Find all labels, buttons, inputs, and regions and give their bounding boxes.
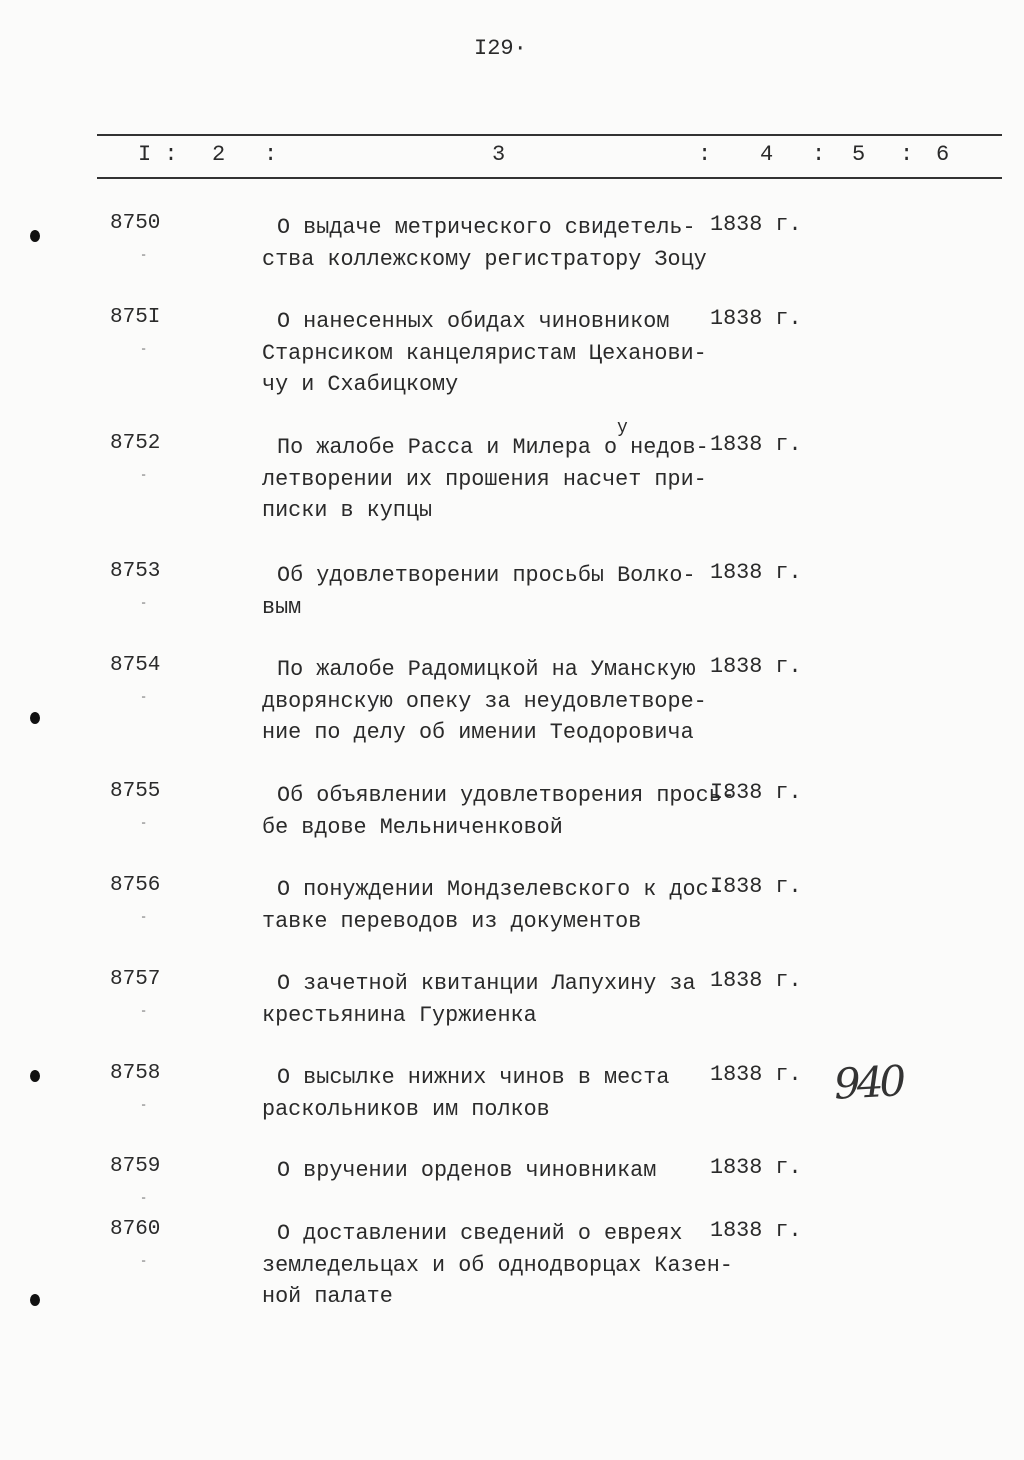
header-col3: 3 xyxy=(492,142,506,167)
entry-year: 1838 г. xyxy=(710,1218,802,1243)
punch-hole xyxy=(30,712,40,724)
entry-year: 1838 г. xyxy=(710,1062,802,1087)
correction-mark: у xyxy=(617,418,628,438)
entry-number: 8750 xyxy=(110,212,161,235)
entry-description xyxy=(262,212,707,275)
dash-mark: - xyxy=(140,596,148,610)
header-sep: : xyxy=(900,142,914,167)
entry-year: I838 г. xyxy=(710,780,802,805)
description-line: раскольников им полков xyxy=(262,1096,550,1122)
entry-year: 1838 г. xyxy=(710,306,802,331)
entry-description xyxy=(262,306,707,401)
dash-mark: - xyxy=(140,468,148,482)
header-col2: 2 xyxy=(212,142,226,167)
punch-hole xyxy=(30,1294,40,1306)
dash-mark: - xyxy=(140,1098,148,1112)
description-line: ства коллежскому регистратору Зоцу xyxy=(262,246,707,272)
dash-mark: - xyxy=(140,342,148,356)
dash-mark: - xyxy=(140,248,148,262)
dash-mark: - xyxy=(140,1004,148,1018)
entry-year: 1838 г. xyxy=(710,560,802,585)
description-line: О доставлении сведений о евреях xyxy=(277,1221,683,1246)
entry-number: 8752 xyxy=(110,432,161,455)
entry-number: 8755 xyxy=(110,780,161,803)
entry-number: 8754 xyxy=(110,654,161,677)
entry-number: 8757 xyxy=(110,968,161,991)
punch-hole xyxy=(30,230,40,242)
description-line: дворянскую опеку за неудовлетворе- xyxy=(262,688,707,714)
description-line: чу и Схабицкому xyxy=(262,372,459,397)
entry-description xyxy=(262,654,707,749)
header-col5: 5 xyxy=(852,142,866,167)
description-line: О высылке нижних чинов в места xyxy=(277,1065,670,1090)
description-line: тавке переводов из документов xyxy=(262,908,642,934)
page-number: I29· xyxy=(474,36,527,61)
dash-mark: - xyxy=(140,816,148,830)
entry-number: 875I xyxy=(110,306,161,329)
header-col4: 4 xyxy=(760,142,774,167)
description-line: Об объявлении удовлетворения прось- xyxy=(277,783,735,808)
entry-year: 1838 г. xyxy=(710,432,802,457)
header-sep: : xyxy=(698,142,712,167)
description-line: О вручении орденов чиновникам xyxy=(277,1158,657,1183)
description-line: ние по делу об имении Теодоровича xyxy=(262,720,694,745)
entry-description xyxy=(262,560,696,623)
description-line: О выдаче метрического свидетель- xyxy=(277,215,696,240)
entry-year: 1838 г. xyxy=(710,212,802,237)
entry-number: 8759 xyxy=(110,1155,161,1178)
entry-description xyxy=(262,432,709,527)
description-line: Старнсиком канцеляристам Цеханови- xyxy=(262,340,707,366)
dash-mark: - xyxy=(140,1191,148,1205)
entry-description xyxy=(262,874,722,937)
entry-description xyxy=(262,1218,733,1313)
punch-hole xyxy=(30,1070,40,1082)
dash-mark: - xyxy=(140,1254,148,1268)
description-line: О нанесенных обидах чиновником xyxy=(277,309,670,334)
dash-mark: - xyxy=(140,690,148,704)
header-col6: 6 xyxy=(936,142,950,167)
table-header-rule xyxy=(97,177,1002,179)
entry-description xyxy=(262,780,735,843)
description-line: Об удовлетворении просьбы Волко- xyxy=(277,563,696,588)
description-line: ной палате xyxy=(262,1284,393,1309)
header-sep: : xyxy=(812,142,826,167)
dash-mark: - xyxy=(140,910,148,924)
description-line: летворении их прошения насчет при- xyxy=(262,466,707,492)
description-line: бе вдове Мельниченковой xyxy=(262,814,563,840)
entry-year: I838 г. xyxy=(710,874,802,899)
entry-year: 1838 г. xyxy=(710,654,802,679)
description-line: вым xyxy=(262,594,302,620)
entry-year: 1838 г. xyxy=(710,1155,802,1180)
description-line: По жалобе Радомицкой на Уманскую xyxy=(277,657,696,682)
table-top-rule xyxy=(97,134,1002,136)
entry-description xyxy=(262,1062,669,1125)
entry-number: 8758 xyxy=(110,1062,161,1085)
description-line: земледельцах и об однодворцах Казен- xyxy=(262,1252,733,1278)
description-line: крестьянина Гуржиенка xyxy=(262,1002,537,1028)
description-line: По жалобе Расса и Милера о недов- xyxy=(277,435,709,460)
entry-description xyxy=(262,968,696,1031)
description-line: писки в купцы xyxy=(262,498,433,523)
header-sep: : xyxy=(264,142,278,167)
header-col1: I : xyxy=(138,142,178,167)
entry-number: 8756 xyxy=(110,874,161,897)
description-line: О понуждении Мондзелевского к дос- xyxy=(277,877,722,902)
entry-description xyxy=(262,1155,656,1187)
description-line: О зачетной квитанции Лапухину за xyxy=(277,971,696,996)
handwritten-sheet-number: 940 xyxy=(832,1056,904,1109)
entry-number: 8753 xyxy=(110,560,161,583)
entry-year: 1838 г. xyxy=(710,968,802,993)
entry-number: 8760 xyxy=(110,1218,161,1241)
